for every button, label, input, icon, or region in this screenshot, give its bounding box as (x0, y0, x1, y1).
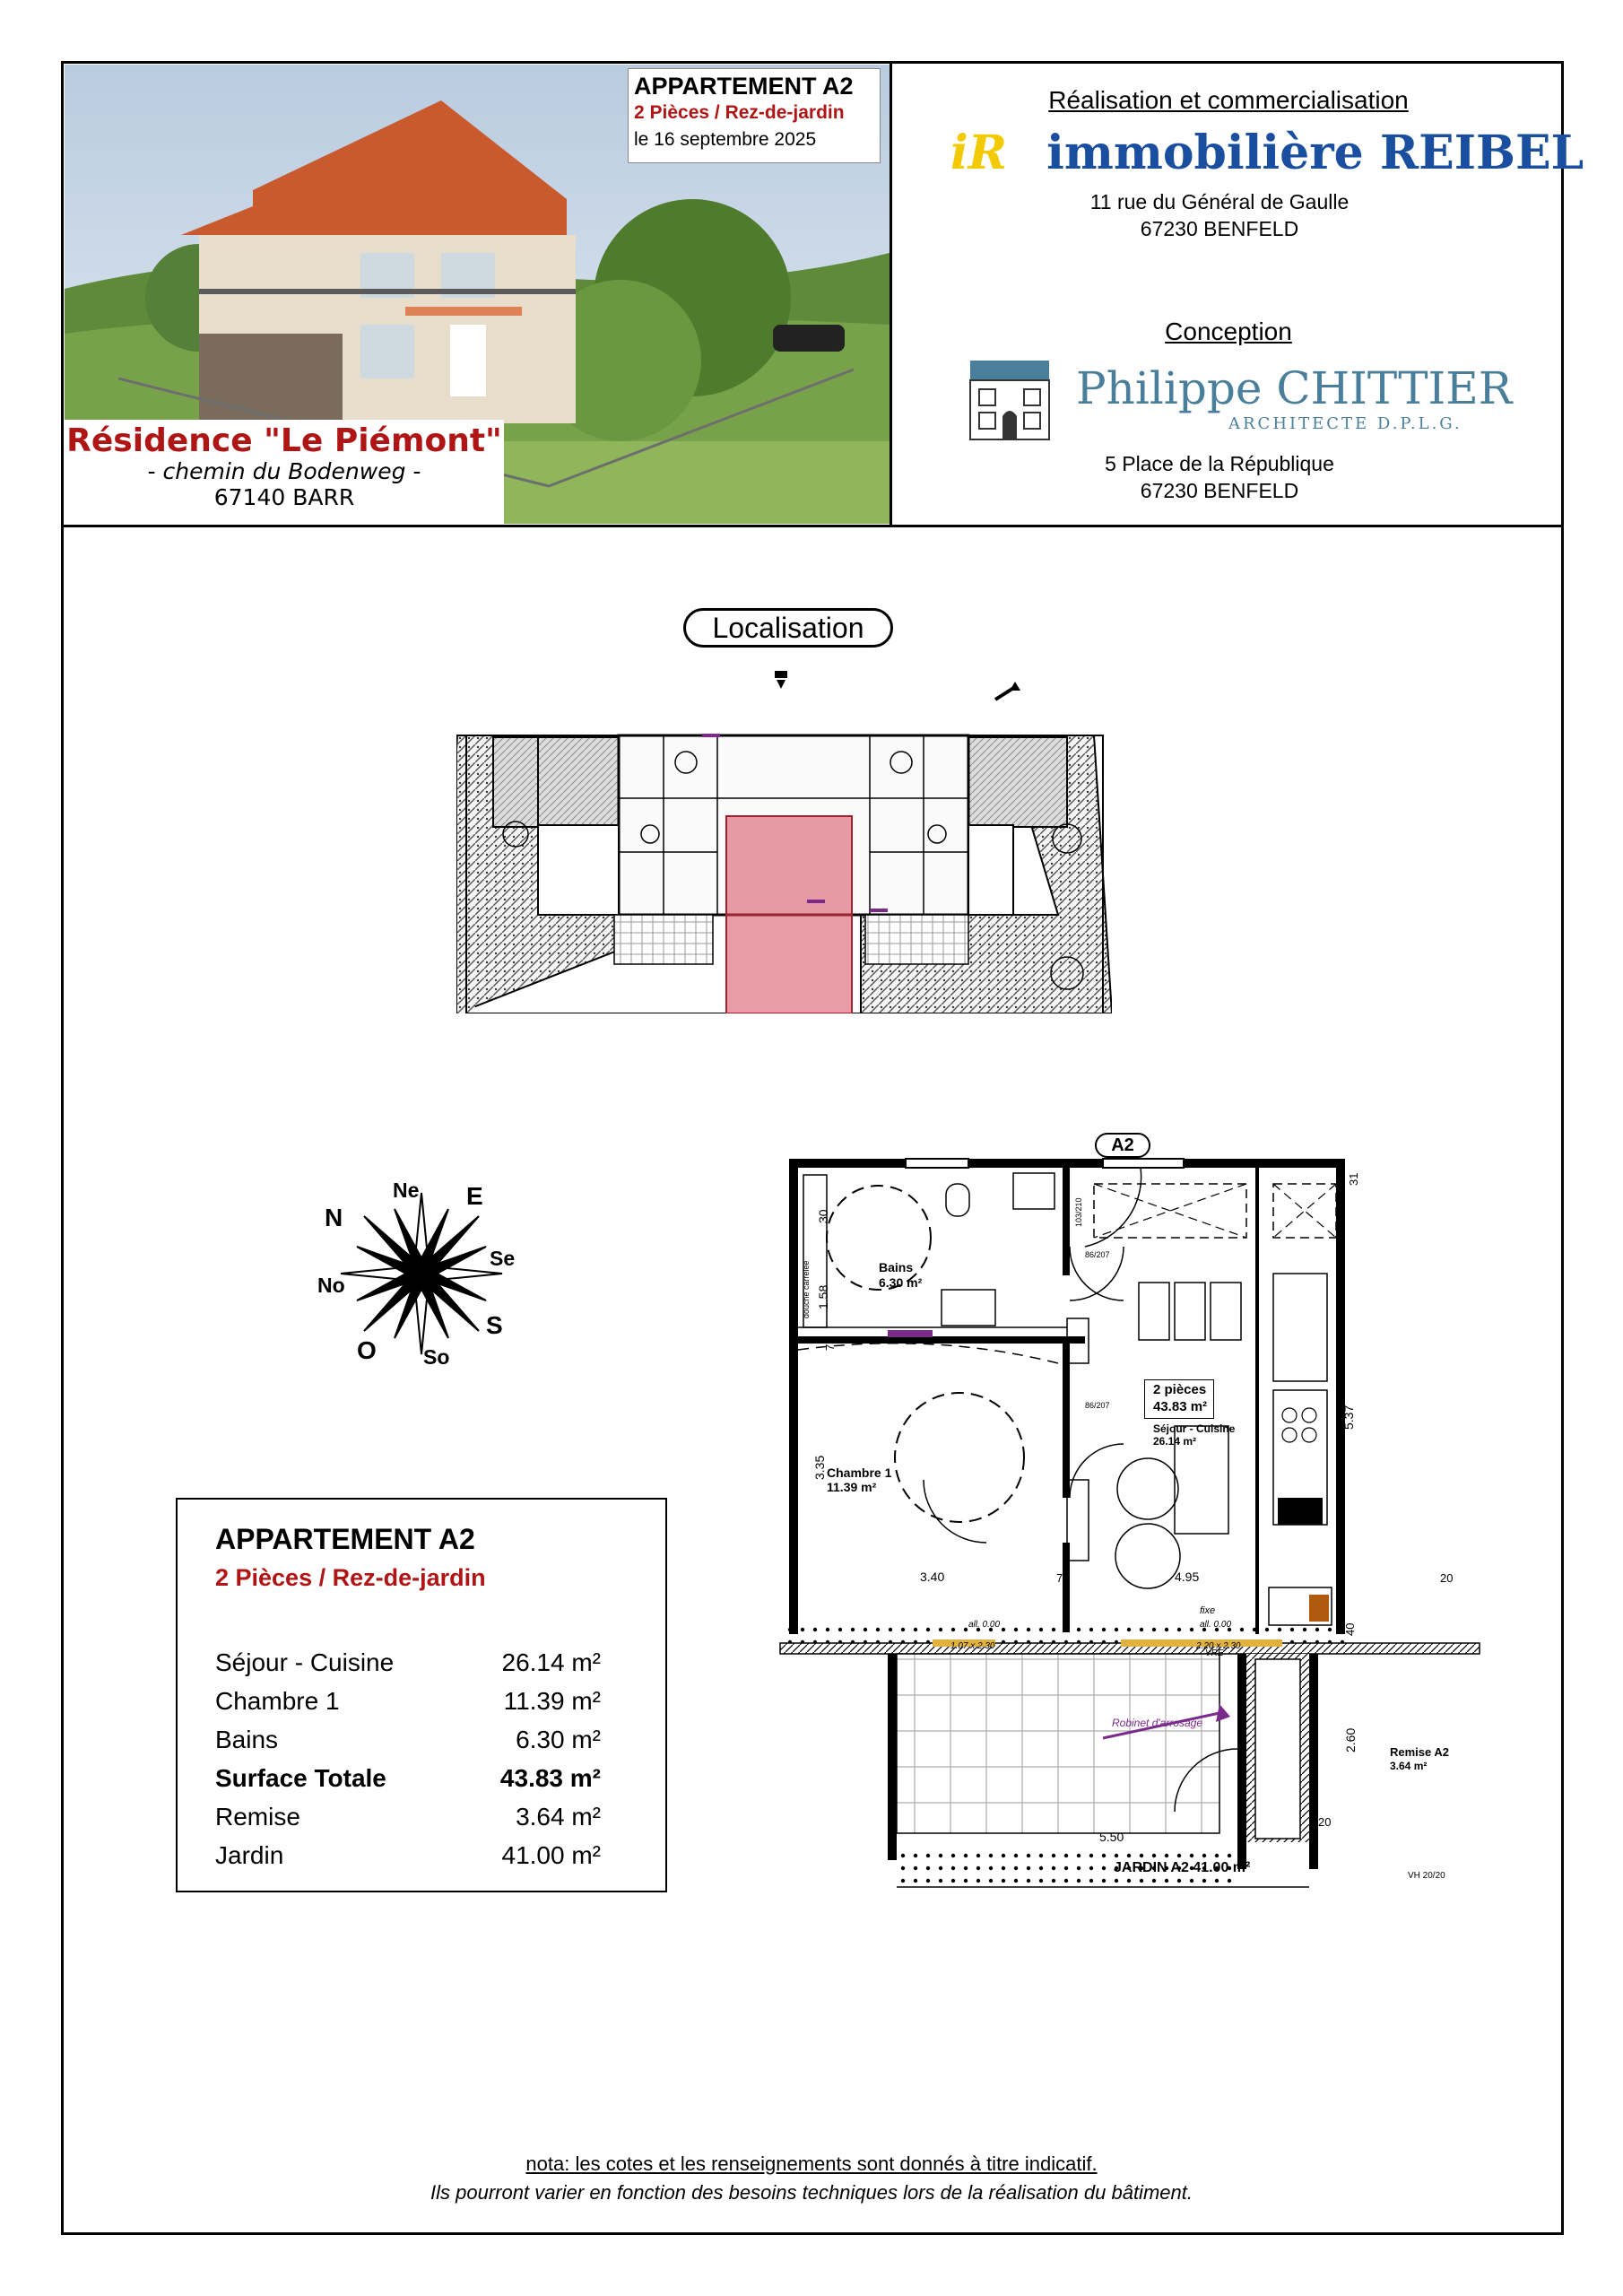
plan-dim-550: 5.50 (1099, 1830, 1124, 1844)
residence-caption (65, 420, 504, 524)
plan-jardin-label: JARDIN A2 41.00 m² (1114, 1860, 1251, 1875)
plan-total-area: 43.83 m² (1153, 1399, 1208, 1414)
plan-fixe: fixe (1200, 1605, 1216, 1616)
summary-row-value: 11.39 m² (503, 1687, 601, 1715)
plan-remise-name: Remise A2 (1390, 1745, 1449, 1759)
plan-dim-260: 2.60 (1343, 1727, 1358, 1752)
summary-row-value: 6.30 m² (516, 1726, 601, 1753)
compass-label-s: S (486, 1311, 503, 1339)
conception-address-2: 67230 BENFELD (1140, 479, 1299, 502)
apartment-header-date: le 16 septembre 2025 (634, 129, 817, 150)
plan-door-3: 86/207 (1085, 1401, 1110, 1410)
reibel-logo (950, 124, 1584, 183)
compass-label-o: O (357, 1336, 377, 1364)
disclaimer-line-1: nota: les cotes et les renseignements sont donnés à titre indicatif. (525, 2152, 1098, 2175)
summary-row (215, 1799, 601, 1835)
plan-vh-label: VH 20/20 (1408, 1871, 1445, 1881)
summary-row-value: 3.64 m² (516, 1803, 601, 1831)
summary-row-label: Remise (215, 1803, 300, 1831)
compass-label-e: E (466, 1182, 483, 1210)
realisation-heading: Réalisation et commercialisation (1048, 86, 1409, 114)
floor-plan (771, 1121, 1488, 1919)
reibel-logo-mark: iR (950, 126, 1007, 180)
plan-chambre-name: Chambre 1 (827, 1465, 892, 1480)
compass-label-n: N (325, 1204, 343, 1231)
summary-row-label: Séjour - Cuisine (215, 1648, 395, 1676)
apartment-header-box (628, 68, 881, 163)
plan-robinet-label: Robinet d'arrosage (1112, 1717, 1203, 1729)
plan-bains-name: Bains (879, 1260, 914, 1274)
site-location-plan (448, 664, 1112, 1013)
residence-title: Résidence "Le Piémont" (66, 422, 502, 459)
summary-row-label: Bains (215, 1726, 279, 1753)
surface-summary-box (176, 1498, 667, 1892)
plan-dim-7b: 7 (823, 1344, 837, 1351)
disclaimer-line-2: Ils pourront varier en fonction des besoins techniques lors de la réalisation du bâtiment. (430, 2181, 1193, 2204)
plan-chambre-area: 11.39 m² (827, 1480, 877, 1494)
architect-name: Philippe CHITTIER (1076, 362, 1513, 414)
plan-window-2: 2.20 x 2.30 (1196, 1641, 1241, 1651)
plan-douche-label: douche carrelée (802, 1260, 811, 1318)
plan-dim-20b: 20 (1318, 1815, 1332, 1829)
plan-sejour-area: 26.14 m² (1153, 1435, 1197, 1448)
plan-door-1: 103/210 (1074, 1197, 1083, 1227)
plan-total-name: 2 pièces (1153, 1382, 1207, 1397)
compass-label-se: Se (490, 1247, 516, 1270)
plan-window-1: 1.07 x 2.30 (950, 1641, 995, 1651)
residence-street: - chemin du Bodenweg - (147, 458, 421, 484)
plan-dim-20a: 20 (1440, 1571, 1454, 1585)
summary-title: APPARTEMENT A2 (215, 1523, 475, 1555)
summary-subtitle: 2 Pièces / Rez-de-jardin (215, 1564, 486, 1591)
architect-title: ARCHITECTE D.P.L.G. (1228, 414, 1462, 433)
realisation-address-1: 11 rue du Général de Gaulle (1089, 190, 1350, 213)
plan-dim-335: 3.35 (812, 1455, 827, 1480)
conception-address-1: 5 Place de la République (1105, 452, 1334, 475)
summary-row (215, 1838, 601, 1874)
compass-star-icon (314, 1166, 529, 1381)
plan-remise-area: 3.64 m² (1390, 1760, 1428, 1772)
summary-row-value: 41.00 m² (501, 1841, 601, 1869)
summary-row (215, 1645, 601, 1681)
plan-dim-537: 5.37 (1341, 1405, 1356, 1430)
summary-row-label: Jardin (215, 1841, 284, 1869)
summary-row-total (215, 1761, 601, 1796)
compass-label-ne: Ne (393, 1178, 420, 1202)
compass-label-so: So (423, 1345, 450, 1369)
plan-dim-495: 4.95 (1175, 1570, 1200, 1584)
conception-heading: Conception (1165, 317, 1292, 345)
plan-vre: VRE (1205, 1648, 1224, 1658)
plan-dim-340: 3.40 (920, 1570, 945, 1584)
compass-rose (314, 1166, 529, 1381)
plan-sill-1: all. 0.00 (968, 1620, 1001, 1630)
plan-door-2: 86/207 (1085, 1250, 1110, 1259)
plan-dim-31: 31 (1347, 1172, 1360, 1186)
header-divider (890, 61, 892, 527)
summary-row-label: Chambre 1 (215, 1687, 340, 1715)
plan-unit-tag: A2 (1111, 1135, 1134, 1155)
summary-row-value: 26.14 m² (501, 1648, 601, 1676)
apartment-header-title: APPARTEMENT A2 (634, 73, 854, 100)
summary-row (215, 1683, 601, 1719)
plan-dim-7a: 7 (1056, 1571, 1063, 1585)
summary-row-value: 43.83 m² (499, 1764, 601, 1792)
plan-sill-2: all. 0.00 (1200, 1620, 1232, 1630)
apartment-header-subtitle: 2 Pièces / Rez-de-jardin (634, 102, 845, 123)
reibel-logo-text: immobilière REIBEL (1046, 126, 1584, 180)
realisation-address-2: 67230 BENFELD (1140, 217, 1299, 240)
plan-bains-area: 6.30 m² (879, 1275, 923, 1290)
plan-dim-30: 30 (816, 1209, 830, 1223)
residence-city: 67140 BARR (213, 484, 355, 510)
localisation-label: Localisation (683, 608, 893, 648)
summary-row (215, 1722, 601, 1758)
architect-logo-icon (968, 359, 1051, 441)
plan-dim-158: 1.58 (816, 1284, 830, 1309)
plan-dim-40: 40 (1343, 1622, 1357, 1636)
summary-row-label: Surface Totale (215, 1764, 386, 1792)
plan-sejour-name: Séjour - Cuisine (1153, 1422, 1236, 1435)
compass-label-no: No (317, 1274, 345, 1297)
